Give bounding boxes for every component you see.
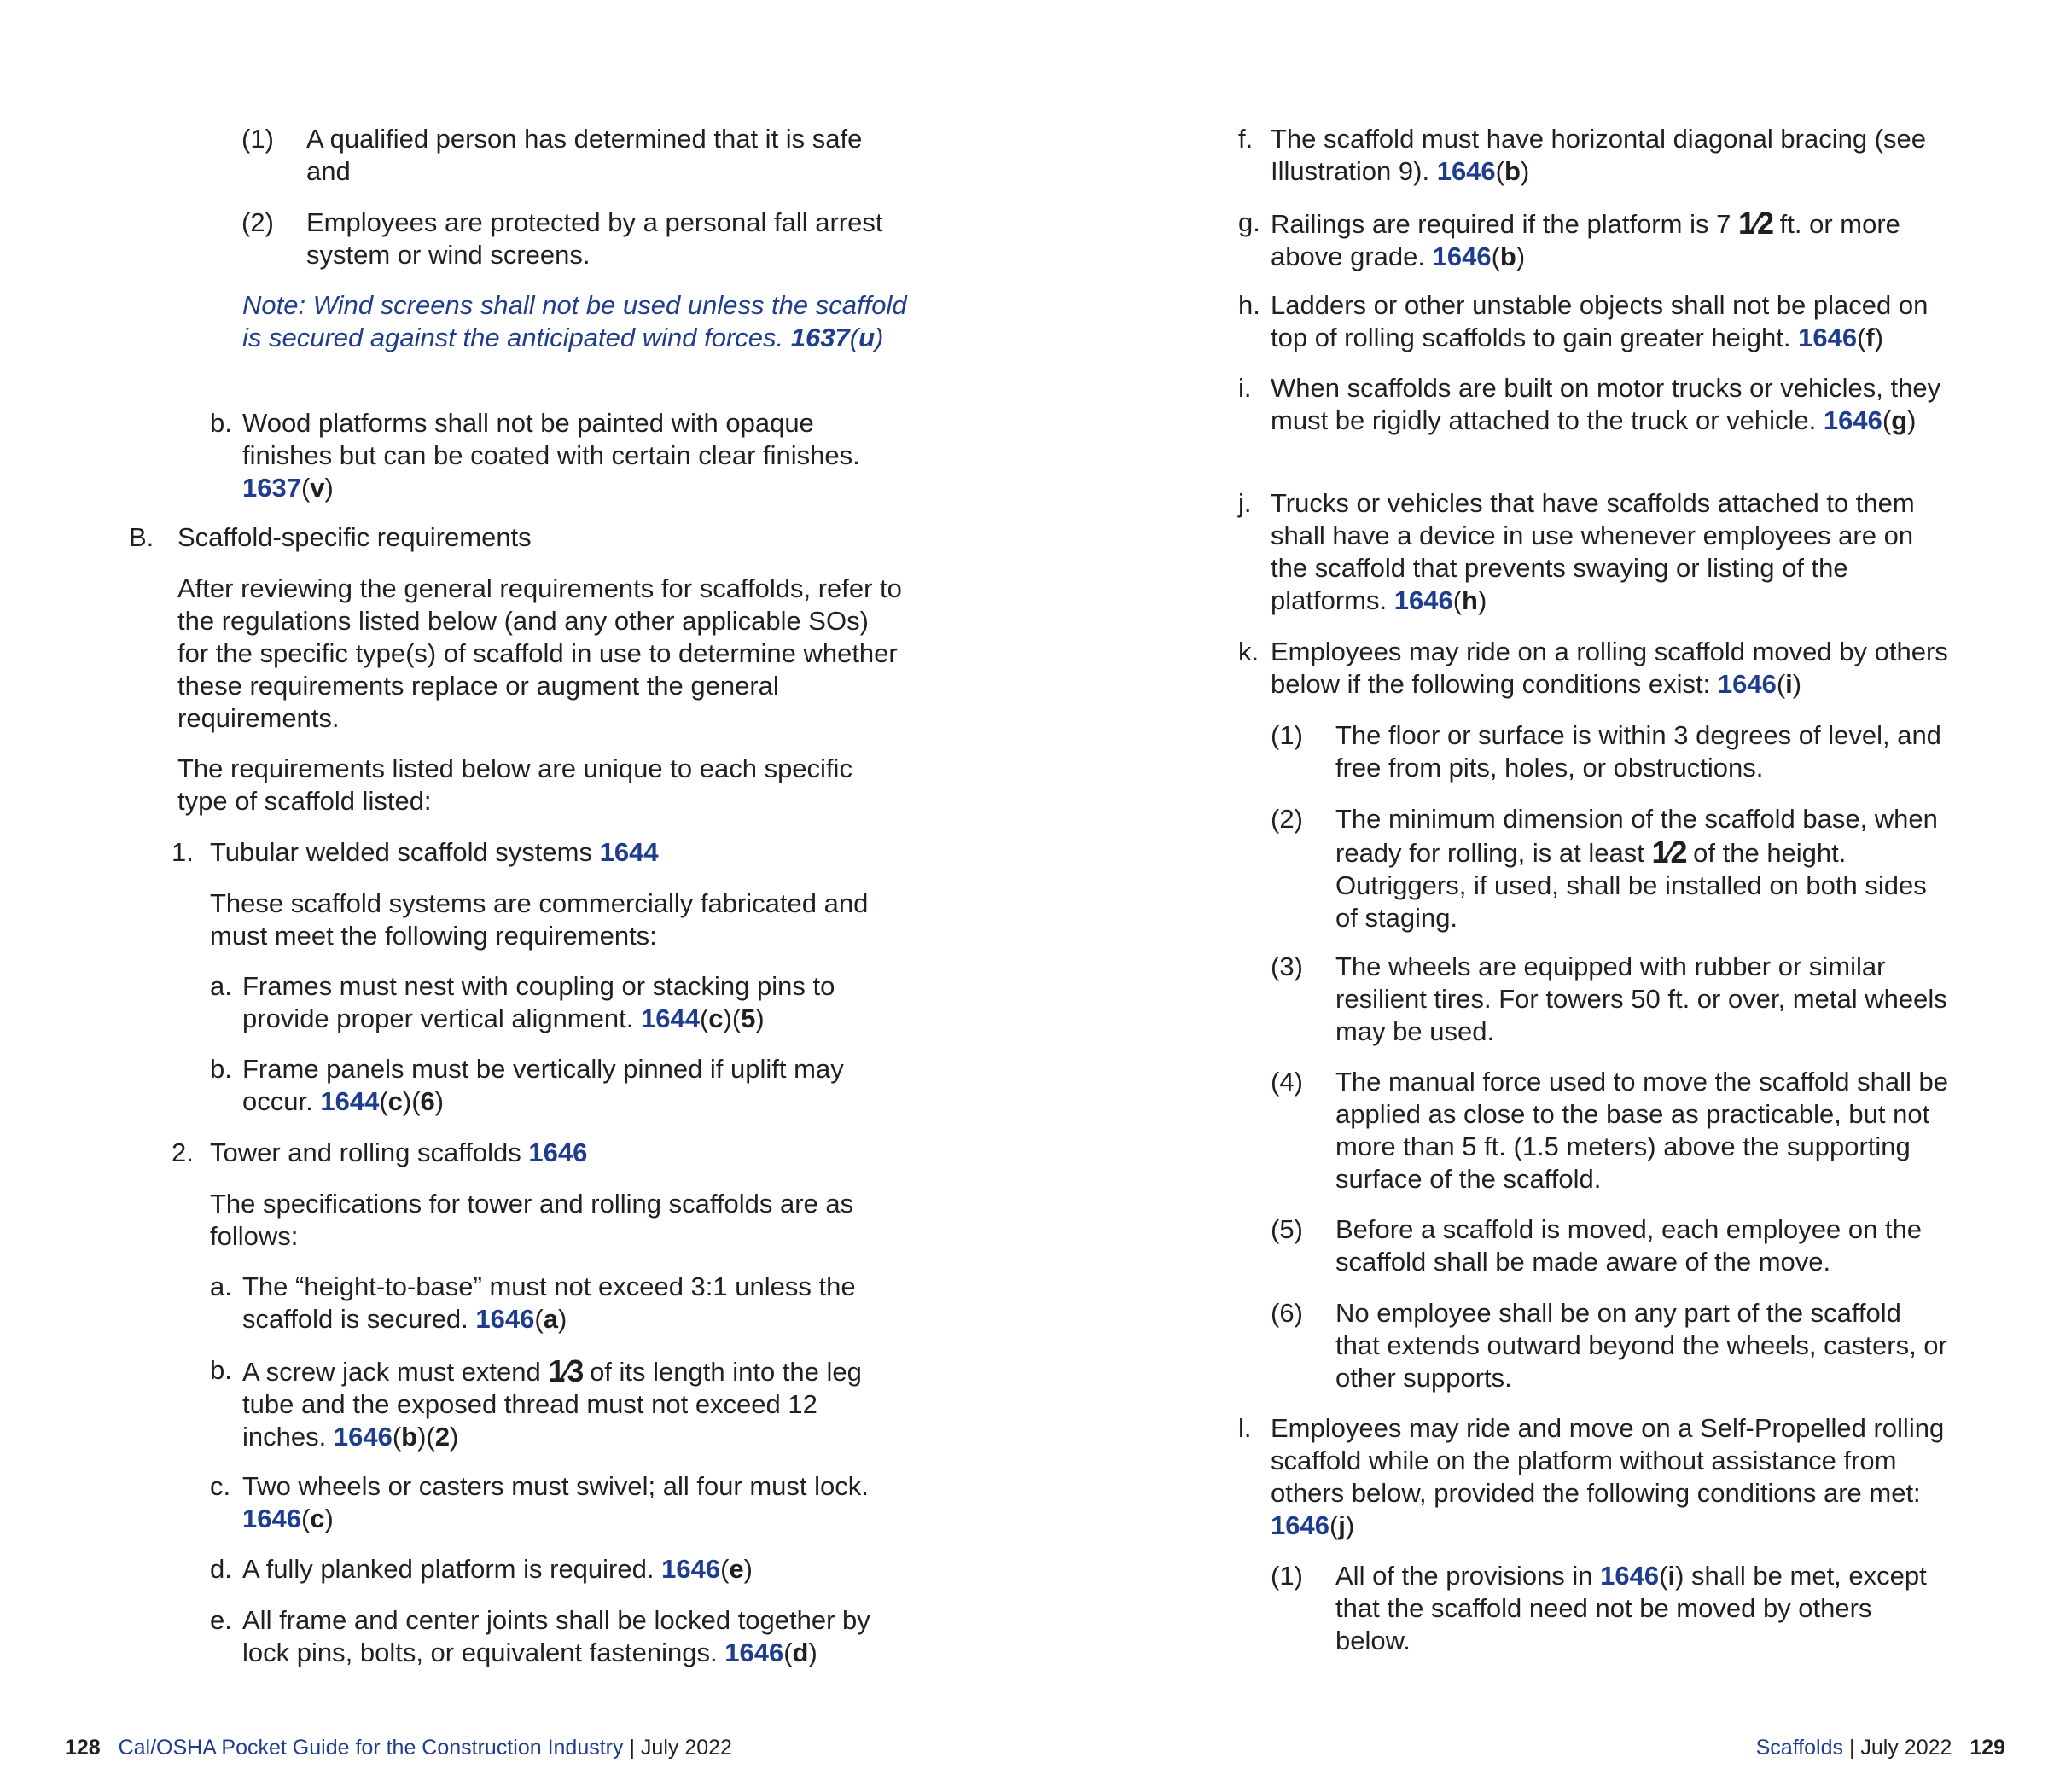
fraction: 1⁄3 — [548, 1353, 583, 1388]
list-marker: a. — [210, 1271, 232, 1301]
ref-punct: ( — [1659, 1561, 1668, 1591]
ref-punct: ) — [324, 1504, 334, 1533]
item-text: Tower and rolling scaffolds — [210, 1137, 521, 1167]
item-text: Employees may ride and move on a Self-Propelled rolling scaffold while on the platform without assistance from others below, provided the following conditions are met: — [1271, 1413, 1945, 1508]
ref-subsection: v — [310, 473, 325, 503]
list-item-text — [242, 1553, 904, 1585]
paragraph-text: After reviewing the general requirements for scaffolds, refer to the regulations listed below (and any other applicable SOs) for the specific type(s) of scaffold in use to determine whether these requirements replace or augment the general requirements. — [177, 573, 902, 733]
ref-subsection: h — [1462, 585, 1478, 615]
ref-subsection: c — [310, 1504, 325, 1533]
list-marker: (1) — [1271, 720, 1303, 750]
publication-date: July 2022 — [1860, 1736, 1952, 1760]
list-marker: l. — [1238, 1413, 1252, 1443]
regulation-reference: 1646 — [1600, 1561, 1660, 1591]
ref-punct: ( — [1495, 156, 1504, 186]
ref-punct: ) — [1874, 323, 1884, 352]
item-text: Railings are required if the platform is 7 — [1271, 209, 1731, 239]
list-item-text — [242, 1470, 904, 1535]
item-text: No employee shall be on any part of the scaffold that extends outward beyond the wheels, casters, or other supports. — [1335, 1298, 1947, 1393]
ref-punct: )( — [723, 1004, 742, 1033]
ref-punct: ) — [755, 1004, 765, 1033]
ref-subsection: f — [1865, 323, 1875, 352]
ref-punct: ) — [434, 1086, 445, 1116]
list-marker: 1. — [172, 837, 194, 867]
item-text: ft. or more above grade. — [1271, 209, 1900, 271]
list-item-text — [1335, 1213, 1950, 1278]
ref-punct: ( — [1882, 405, 1892, 435]
item-text: The minimum dimension of the scaffold base, when ready for rolling, is at least — [1335, 804, 1938, 868]
list-item-text — [1335, 719, 1950, 784]
ref-punct: ( — [379, 1086, 388, 1116]
ref-punct: ( — [534, 1304, 544, 1334]
item-text: A screw jack must extend — [242, 1357, 541, 1387]
list-item-text — [210, 1137, 903, 1169]
item-text: Tubular welded scaffold systems — [210, 837, 592, 867]
ref-subsection: 6 — [420, 1086, 435, 1116]
list-marker: (2) — [241, 207, 274, 237]
ref-subsection: i — [1785, 669, 1793, 699]
regulation-reference: 1646 — [1432, 241, 1492, 271]
item-text: The floor or surface is within 3 degrees of level, and free from pits, holes, or obstructions. — [1335, 720, 1941, 783]
right-footer — [1756, 1735, 2005, 1760]
item-text: The “height-to-base” must not exceed 3:1 unless the scaffold is secured. — [242, 1271, 856, 1334]
ref-punct: ) — [875, 323, 884, 352]
list-item-text — [1271, 487, 1949, 617]
list-item-text — [242, 407, 904, 504]
item-text: All frame and center joints shall be locked together by lock pins, bolts, or equivalent fastenings. — [242, 1605, 870, 1667]
item-text: Employees may ride on a rolling scaffold moved by others below if the following conditions exist: — [1271, 637, 1948, 699]
regulation-reference: 1646 — [1393, 585, 1453, 615]
list-marker: a. — [210, 971, 232, 1001]
paragraph-text: The requirements listed below are unique to each specific type of scaffold listed: — [177, 753, 852, 816]
paragraph — [210, 1188, 903, 1253]
ref-punct: ) — [1477, 585, 1487, 615]
list-item-text — [1271, 289, 1949, 354]
item-text: When scaffolds are built on motor trucks or vehicles, they must be rigidly attached to the truck or vehicle. — [1271, 373, 1941, 435]
item-text: Employees are protected by a personal fall arrest system or wind screens. — [306, 207, 883, 270]
fraction: 1⁄2 — [1651, 835, 1686, 870]
ref-punct: ( — [300, 473, 311, 503]
item-text: Wood platforms shall not be painted with opaque finishes but can be coated with certain clear finishes. — [242, 408, 860, 470]
item-text: of the height. Outriggers, if used, shall be installed on both sides of staging. — [1335, 838, 1927, 933]
ref-punct: ( — [1452, 585, 1463, 615]
list-marker: (5) — [1271, 1214, 1303, 1244]
regulation-reference: 1646 — [242, 1504, 301, 1533]
list-marker: d. — [210, 1554, 232, 1584]
ref-subsection: c — [387, 1086, 403, 1116]
list-marker: (6) — [1271, 1298, 1303, 1328]
regulation-reference: 1646 — [724, 1638, 784, 1667]
page-number: 128 — [65, 1736, 101, 1760]
item-text: A qualified person has determined that it is safe and — [306, 124, 863, 186]
item-text: Scaffold-specific requirements — [177, 522, 532, 552]
section-title — [177, 521, 903, 554]
list-marker: b. — [210, 1054, 232, 1084]
ref-subsection: d — [792, 1638, 809, 1667]
item-text: Ladders or other unstable objects shall not be placed on top of rolling scaffolds to gain greater height. — [1271, 290, 1929, 352]
ref-subsection: j — [1338, 1510, 1346, 1540]
right-page — [1024, 0, 2048, 1792]
ref-punct: ) — [324, 473, 334, 503]
ref-subsection: u — [858, 323, 875, 352]
regulation-reference: 1644 — [599, 837, 659, 867]
item-text: A fully planked platform is required. — [242, 1554, 655, 1584]
list-marker: h. — [1238, 290, 1260, 320]
ref-subsection: e — [729, 1554, 744, 1584]
ref-punct: ) — [808, 1638, 817, 1667]
publication-date: July 2022 — [640, 1736, 732, 1760]
item-text: Two wheels or casters must swivel; all four must lock. — [242, 1471, 869, 1501]
regulation-reference: 1644 — [320, 1086, 380, 1116]
ref-punct: ) — [1675, 1561, 1684, 1591]
list-item-text — [1271, 123, 1949, 188]
ref-punct: ) — [1345, 1510, 1355, 1540]
note-text: Note: Wind screens shall not be used unless the scaffold is secured against the anticipated wind forces. — [242, 290, 907, 352]
ref-punct: ( — [1776, 669, 1786, 699]
ref-punct: ( — [300, 1504, 311, 1533]
list-marker: k. — [1238, 637, 1260, 666]
list-item-text — [306, 207, 904, 271]
regulation-reference: 1644 — [640, 1004, 700, 1033]
list-marker: (4) — [1271, 1067, 1303, 1097]
ref-punct: ( — [1329, 1510, 1339, 1540]
ref-punct: ) — [1792, 669, 1802, 699]
regulation-reference: 1646 — [1436, 156, 1496, 186]
ref-punct: ( — [699, 1004, 709, 1033]
ref-subsection: 2 — [434, 1422, 450, 1452]
regulation-reference: 1646 — [661, 1554, 721, 1584]
paragraph-text: These scaffold systems are commercially fabricated and must meet the following requirements: — [210, 888, 869, 951]
ref-punct: ) — [1520, 156, 1530, 186]
list-item-text — [1271, 372, 1949, 437]
paragraph — [177, 573, 903, 735]
list-item-text — [242, 1271, 904, 1335]
list-marker: (2) — [1271, 804, 1303, 834]
list-item-text — [1335, 1297, 1950, 1394]
footer-separator: | — [629, 1736, 635, 1760]
ref-punct: ( — [849, 323, 859, 352]
ref-punct: ( — [392, 1422, 402, 1452]
ref-punct: )( — [402, 1086, 421, 1116]
ref-subsection: c — [708, 1004, 724, 1033]
list-item-text — [1271, 636, 1949, 701]
ref-punct: ) — [1907, 405, 1917, 435]
item-text: Frame panels must be vertically pinned if uplift may occur. — [242, 1054, 844, 1116]
list-item-text — [242, 1604, 904, 1669]
ref-subsection: b — [1499, 241, 1516, 271]
list-marker: (3) — [1271, 951, 1303, 981]
list-item-text — [1335, 1560, 1950, 1657]
list-marker: b. — [210, 408, 232, 438]
left-footer — [65, 1735, 732, 1760]
list-marker: f. — [1238, 124, 1254, 154]
list-marker: j. — [1238, 488, 1252, 518]
regulation-reference: 1646 — [475, 1304, 535, 1334]
regulation-reference: 1637 — [790, 323, 850, 352]
list-item-text — [306, 123, 904, 188]
wind-screen-note — [242, 289, 908, 354]
item-text: The manual force used to move the scaffold shall be applied as close to the base as practicable, but not more than 5 ft. (1.5 meters) above the supporting surface of the scaffold. — [1335, 1067, 1949, 1194]
ref-subsection: a — [543, 1304, 558, 1334]
ref-subsection: b — [1504, 156, 1521, 186]
publication-title: Cal/OSHA Pocket Guide for the Construction Industry — [118, 1736, 624, 1760]
ref-subsection: g — [1891, 405, 1908, 435]
list-marker: g. — [1238, 207, 1260, 237]
item-text: shall be met, except that the scaffold need not be moved by others below. — [1335, 1561, 1927, 1655]
item-text: Frames must nest with coupling or stacking pins to provide proper vertical alignment. — [242, 971, 835, 1033]
list-item-text — [1335, 1066, 1950, 1196]
regulation-reference: 1646 — [1717, 669, 1777, 699]
ref-punct: ( — [1491, 241, 1500, 271]
list-item-text — [242, 970, 904, 1035]
ref-punct: ( — [783, 1638, 793, 1667]
list-item-text — [242, 1354, 904, 1453]
ref-subsection: 5 — [741, 1004, 756, 1033]
ref-punct: ) — [743, 1554, 753, 1584]
regulation-reference: 1646 — [333, 1422, 393, 1452]
list-marker: e. — [210, 1605, 232, 1635]
regulation-reference: 1646 — [1823, 405, 1882, 435]
page-number: 129 — [1969, 1736, 2005, 1760]
list-marker: b. — [210, 1355, 232, 1385]
regulation-reference: 1646 — [1798, 323, 1858, 352]
paragraph — [210, 887, 903, 952]
ref-subsection: i — [1667, 1561, 1676, 1591]
list-marker: (1) — [241, 124, 274, 154]
paragraph — [177, 753, 903, 817]
item-text: Before a scaffold is moved, each employee on the scaffold shall be made aware of the move. — [1335, 1214, 1923, 1277]
list-item-text — [1335, 803, 1950, 934]
ref-punct: ) — [1516, 241, 1526, 271]
item-text: of its length into the leg tube and the exposed thread must not exceed 12 inches. — [242, 1357, 862, 1452]
fraction: 1⁄2 — [1737, 206, 1772, 241]
list-item-text — [242, 1053, 904, 1118]
regulation-reference: 1646 — [1271, 1510, 1329, 1540]
item-text: The scaffold must have horizontal diagonal bracing (see Illustration 9). — [1271, 124, 1926, 186]
footer-separator: | — [1848, 1736, 1855, 1760]
section-name: Scaffolds — [1755, 1736, 1843, 1760]
regulation-reference: 1646 — [528, 1137, 588, 1167]
ref-punct: ) — [450, 1422, 459, 1452]
ref-punct: ) — [557, 1304, 567, 1334]
list-marker: 2. — [172, 1137, 194, 1167]
regulation-reference: 1637 — [242, 473, 301, 503]
list-item-text — [1335, 951, 1950, 1048]
ref-punct: ( — [1857, 323, 1866, 352]
ref-subsection: b — [401, 1422, 418, 1452]
item-text: All of the provisions in — [1335, 1561, 1593, 1591]
list-item-text — [1271, 207, 1949, 273]
section-marker: B. — [129, 522, 154, 552]
item-text: The wheels are equipped with rubber or similar resilient tires. For towers 50 ft. or over, metal wheels may be used. — [1335, 951, 1947, 1046]
list-item-text — [210, 836, 903, 869]
ref-punct: ( — [720, 1554, 730, 1584]
list-item-text — [1271, 1412, 1949, 1542]
list-marker: i. — [1238, 373, 1252, 403]
list-marker: c. — [210, 1471, 231, 1501]
list-marker: (1) — [1271, 1561, 1303, 1591]
item-text: Trucks or vehicles that have scaffolds attached to them shall have a device in use whenever employees are on the scaffold that prevents swaying or listing of the platforms. — [1271, 488, 1915, 615]
ref-punct: )( — [417, 1422, 435, 1452]
paragraph-text: The specifications for tower and rolling scaffolds are as follows: — [210, 1189, 854, 1251]
